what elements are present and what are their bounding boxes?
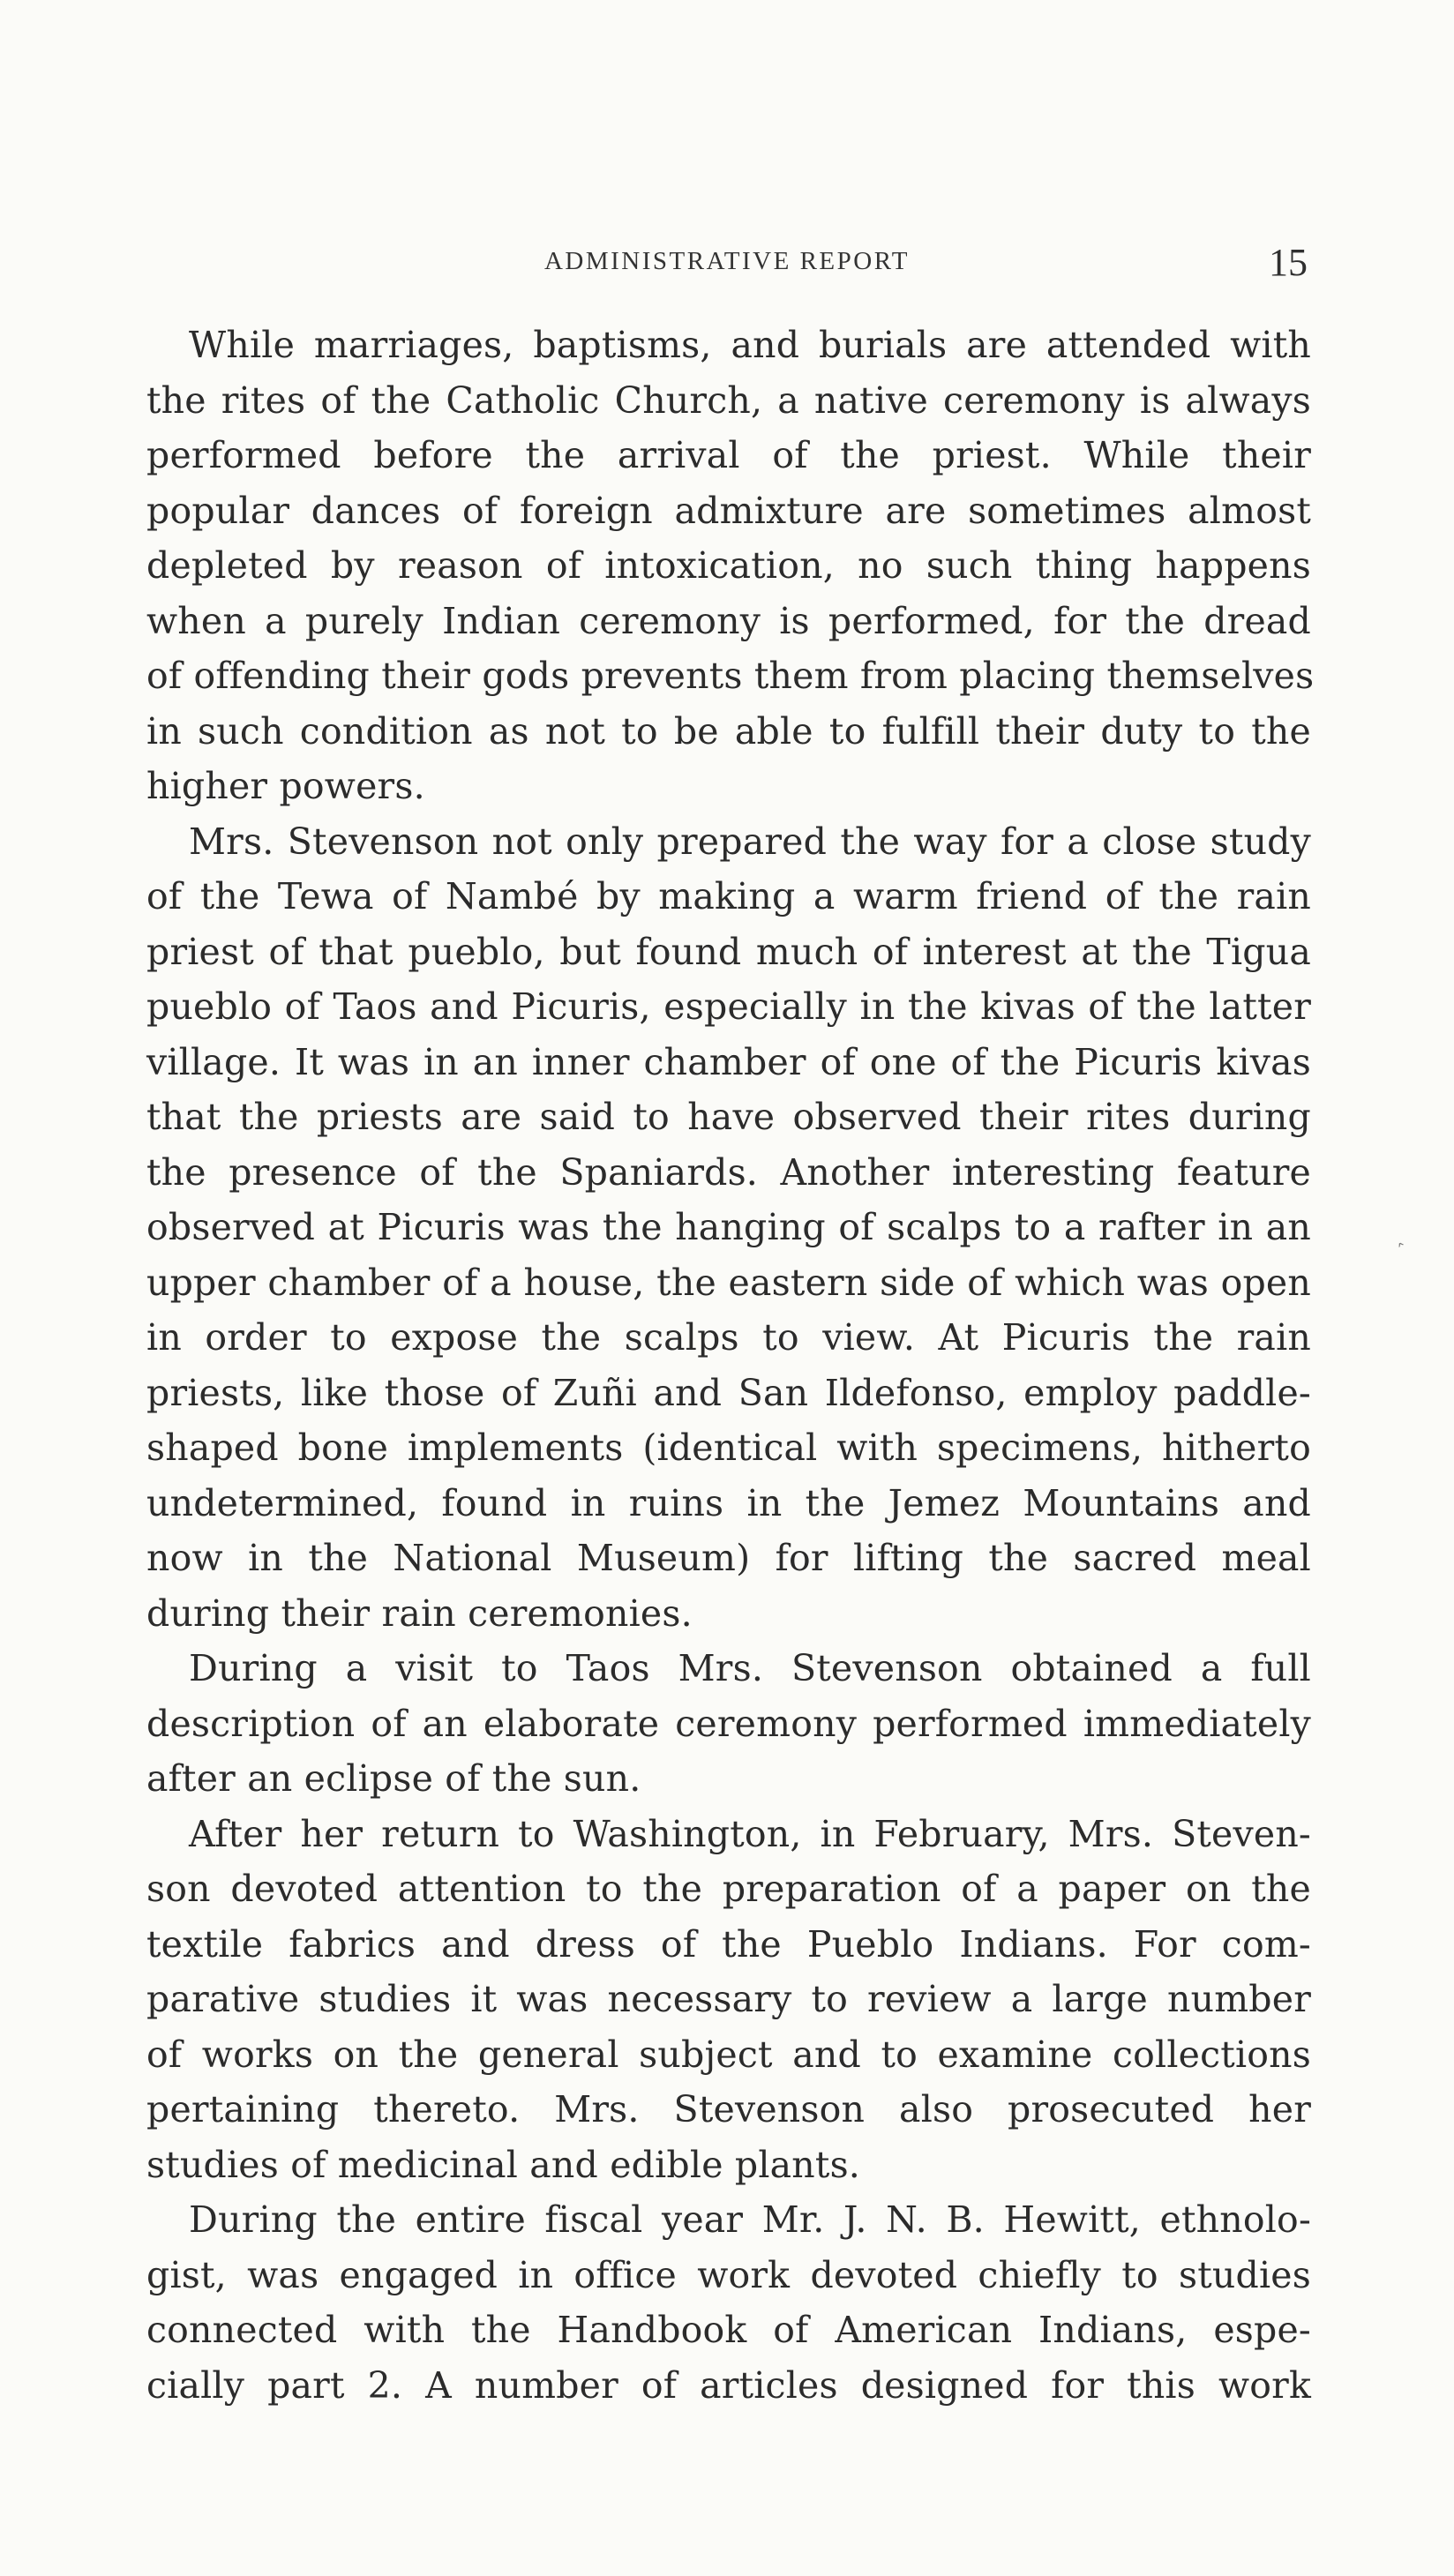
text-line: observed at Picuris was the hanging of scalps to a rafter in an	[146, 1206, 1311, 1248]
text-line: performed before the arrival of the priest. While their	[146, 434, 1311, 476]
text-line: of works on the general subject and to examine collections	[146, 2033, 1311, 2076]
text-line: description of an elaborate ceremony performed immediately	[146, 1702, 1311, 1745]
text-line: that the priests are said to have observed their rites during	[146, 1096, 1311, 1138]
text-line: undetermined, found in ruins in the Jemez Mountains and	[146, 1481, 1311, 1524]
text-line: of the Tewa of Nambé by making a warm friend of the rain	[146, 875, 1311, 917]
text-line: pueblo of Taos and Picuris, especially in the kivas of the latter	[146, 985, 1311, 1028]
text-line: During a visit to Taos Mrs. Stevenson obtained a full	[189, 1647, 1311, 1689]
text-line: in such condition as not to be able to fulfill their duty to the	[146, 709, 1311, 753]
text-line: the rites of the Catholic Church, a native ceremony is always	[146, 378, 1311, 422]
text-line: depleted by reason of intoxication, no such thing happens	[146, 544, 1311, 587]
text-line: in order to expose the scalps to view. At Picuris the rain	[146, 1316, 1311, 1359]
text-line: studies of medicinal and edible plants.	[146, 2143, 861, 2186]
text-line: during their rain ceremonies.	[146, 1591, 693, 1635]
text-line: Mrs. Stevenson not only prepared the way for a close study	[189, 820, 1311, 863]
page-number: 15	[1269, 241, 1308, 284]
body-text	[146, 318, 1315, 2413]
text-line: higher powers.	[146, 765, 425, 807]
margin-speck: ˆ	[1394, 1239, 1413, 1262]
running-head	[145, 240, 1309, 289]
text-line: pertaining thereto. Mrs. Stevenson also prosecuted her	[146, 2088, 1311, 2130]
text-line: While marriages, baptisms, and burials are attended with	[189, 324, 1311, 366]
text-line: shaped bone implements (identical with specimens, hitherto	[146, 1427, 1311, 1469]
text-line: priests, like those of Zuñi and San Ildefonso, employ paddle-	[146, 1371, 1311, 1414]
text-line: priest of that pueblo, but found much of interest at the Tigua	[146, 930, 1311, 973]
text-line: During the entire fiscal year Mr. J. N. B. Hewitt, ethnolo-	[189, 2198, 1311, 2241]
text-line: connected with the Handbook of American Indians, espe-	[146, 2309, 1311, 2351]
text-line: popular dances of foreign admixture are sometimes almost	[146, 489, 1311, 532]
text-line: village. It was in an inner chamber of one of the Picuris kivas	[146, 1040, 1311, 1083]
text-line: the presence of the Spaniards. Another interesting feature	[146, 1150, 1311, 1194]
text-line: textile fabrics and dress of the Pueblo Indians. For com-	[146, 1922, 1311, 1966]
text-line: of offending their gods prevents them from placing themselves	[146, 655, 1315, 697]
text-line: now in the National Museum) for lifting the sacred meal	[146, 1537, 1311, 1579]
text-line: son devoted attention to the preparation of a paper on the	[146, 1868, 1311, 1910]
text-line: upper chamber of a house, the eastern side of which was open	[146, 1261, 1311, 1304]
text-line: parative studies it was necessary to review a large number	[146, 1978, 1311, 2020]
running-title: ADMINISTRATIVE REPORT	[543, 247, 911, 275]
text-line: after an eclipse of the sun.	[146, 1757, 641, 1800]
text-line: gist, was engaged in office work devoted chiefly to studies	[146, 2253, 1311, 2296]
text-line: when a purely Indian ceremony is performed, for the dread	[146, 599, 1311, 642]
text-line: After her return to Washington, in February, Mrs. Steven-	[189, 1812, 1311, 1855]
text-line: cially part 2. A number of articles designed for this work	[146, 2363, 1311, 2407]
